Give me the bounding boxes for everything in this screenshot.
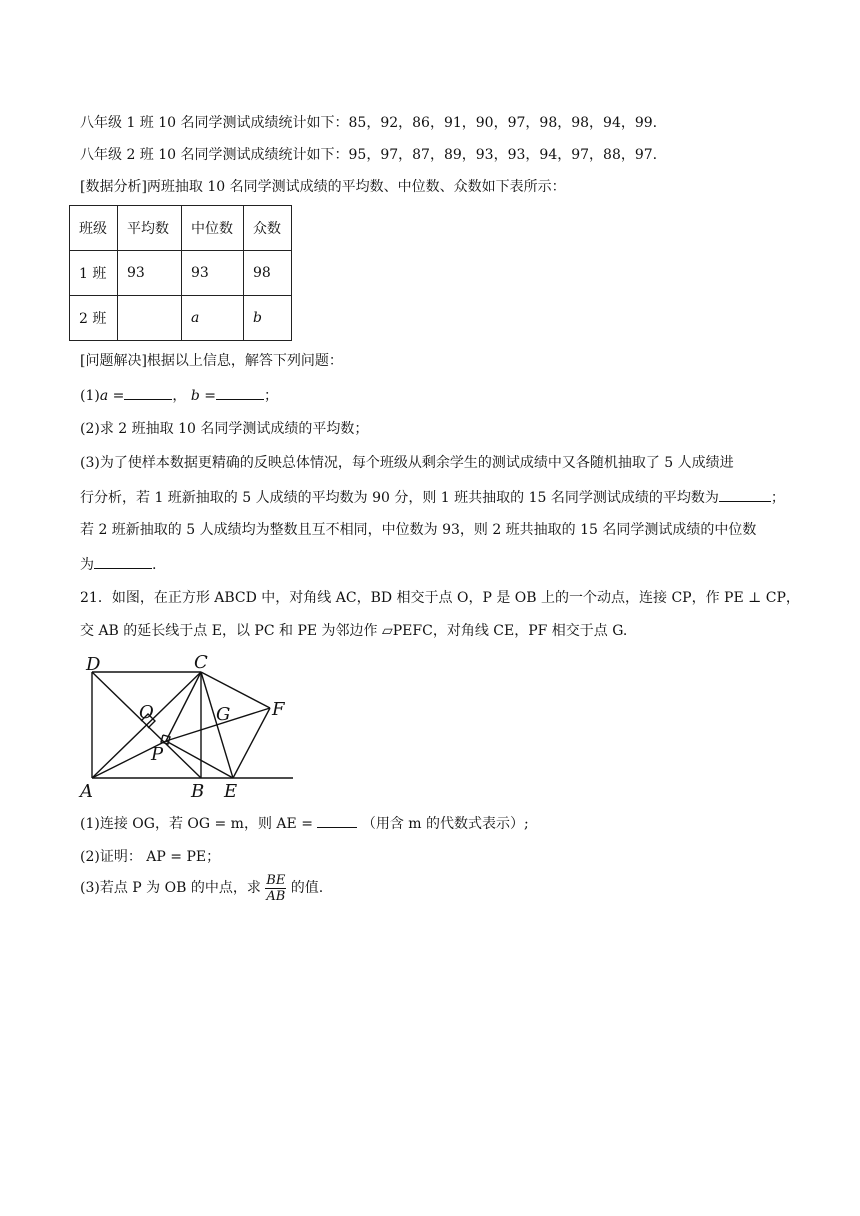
label-c: C [194, 652, 208, 673]
q21-part2: (2)证明： AP = PE； [80, 849, 221, 865]
q21-part1 [80, 813, 529, 834]
data-analysis-line: [数据分析]两班抽取 10 名同学测试成绩的平均数、中位数、众数如下表所示： [80, 179, 566, 195]
label-d: D [86, 654, 101, 675]
q20-part1 [80, 385, 278, 406]
label-g: G [216, 704, 231, 725]
label-e: E [224, 781, 238, 802]
fraction-be-ab [265, 873, 286, 904]
table-cell [118, 296, 182, 341]
q20-part1-prefix: (1) [80, 388, 100, 404]
answer-blank[interactable] [124, 385, 172, 400]
q20-part3-line4 [80, 554, 156, 575]
q21-part1-note: （用含 m 的代数式表示）; [361, 816, 529, 832]
stats-table [69, 205, 292, 341]
q20-part1-a: a = [99, 388, 125, 404]
right-angle-marker-p [161, 735, 170, 744]
table-row [70, 251, 292, 296]
geometry-figure [70, 648, 310, 808]
table-cell: a [182, 296, 244, 341]
class2-scores: 八年级 2 班 10 名同学测试成绩统计如下：95，97，87，89，93，93，94，97，88，97. [80, 147, 658, 163]
table-cell: 98 [244, 251, 292, 296]
answer-blank[interactable] [719, 487, 771, 502]
label-o: O [139, 702, 154, 723]
q20-part1-end: ； [263, 388, 278, 404]
table-header-cell: 平均数 [118, 206, 182, 251]
label-b: B [191, 781, 205, 802]
table-cell: 1 班 [70, 251, 118, 296]
segment-cp [166, 672, 201, 741]
q20-part2: (2)求 2 班抽取 10 名同学测试成绩的平均数； [80, 421, 369, 437]
q21-part3 [80, 870, 323, 906]
q20-part3-line2-end: ； [770, 490, 785, 506]
table-cell: 93 [118, 251, 182, 296]
q20-part1-sep: ， [172, 388, 187, 404]
q20-part3-line4-end: . [152, 557, 157, 573]
table-header-row [70, 206, 292, 251]
q20-part3-line2 [80, 487, 785, 508]
segment-cf [201, 672, 270, 708]
answer-blank[interactable] [317, 813, 357, 828]
q21-part3-text: (3)若点 P 为 OB 的中点，求 [80, 880, 261, 896]
answer-blank[interactable] [94, 554, 152, 569]
table-header-cell: 中位数 [182, 206, 244, 251]
class1-scores: 八年级 1 班 10 名同学测试成绩统计如下：85，92，86，91，90，97，98，98，94，99. [80, 115, 658, 131]
q21-part3-end: 的值. [290, 880, 324, 896]
fraction-numerator: BE [266, 872, 286, 888]
table-row [70, 296, 292, 341]
q21-line1: 21．如图，在正方形 ABCD 中，对角线 AC，BD 相交于点 O，P 是 OB 上的一个动点，连接 CP，作 PE ⊥ CP， [80, 590, 800, 606]
q20-part3-line1: (3)为了使样本数据更精确的反映总体情况，每个班级从剩余学生的测试成绩中又各随机抽取了 5 人成绩进 [80, 455, 734, 471]
table-cell: 2 班 [70, 296, 118, 341]
problem-solving-line: [问题解决]根据以上信息，解答下列问题： [80, 353, 343, 369]
table-cell: 93 [182, 251, 244, 296]
table-cell: b [244, 296, 292, 341]
label-p: P [151, 744, 164, 765]
table-header-cell: 众数 [244, 206, 292, 251]
q20-part3-line2-text: 行分析，若 1 班新抽取的 5 人成绩的平均数为 90 分，则 1 班共抽取的 15 名同学测试成绩的平均数为 [80, 490, 719, 506]
q20-part1-b: b = [190, 388, 216, 404]
fraction-denominator: AB [266, 888, 286, 904]
label-f: F [272, 699, 285, 720]
q20-part3-line4-text: 为 [80, 557, 94, 573]
label-a: A [80, 781, 93, 802]
q21-line2: 交 AB 的延长线于点 E，以 PC 和 PE 为邻边作 ▱PEFC，对角线 CE，PF 相交于点 G. [80, 623, 628, 639]
q21-part1-text: (1)连接 OG，若 OG = m，则 AE = [80, 816, 313, 832]
answer-blank[interactable] [216, 385, 264, 400]
table-header-cell: 班级 [70, 206, 118, 251]
q20-part3-line3: 若 2 班新抽取的 5 人成绩均为整数且互不相同，中位数为 93，则 2 班共抽取的 15 名同学测试成绩的中位数 [80, 522, 757, 538]
